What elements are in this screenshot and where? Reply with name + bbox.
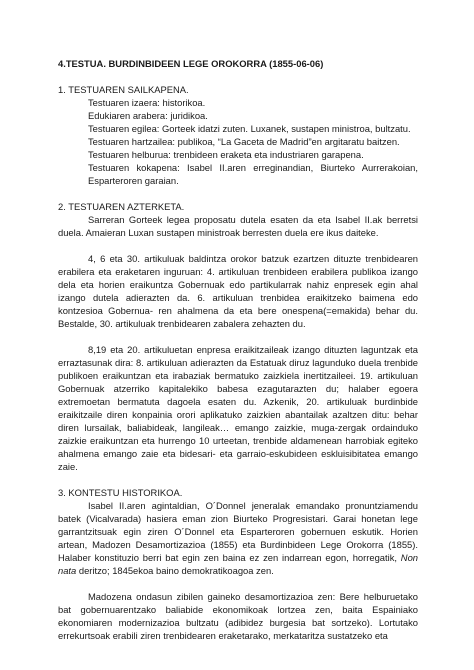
italic-term: Non nata [58, 552, 418, 576]
paragraph [58, 499, 418, 577]
list-item: Testuaren helburua: trenbideen eraketa eta industriaren garapena. [88, 149, 364, 160]
list-item: Testuaren izaera: historikoa. [88, 97, 206, 108]
paragraph: Madozena ondasun zibilen gaineko desamortizazioa zen: Bere helburuetako bat gobernuarentzako baliabide ekonomikoak lortzea zen, baita Espainiako ekonomiaren modernizazioa bultzatu (adibidez burgesia bat sortzeko). Lortutako errekurtsoak erabili ziren trenbidearen eraketarako, merkataritza sustatzeko eta [58, 591, 418, 641]
list-item: Testuaren egilea: Gorteek idatzi zuten. Luxanek, sustapen ministroa, bultzatu. [88, 123, 411, 134]
paragraph: Sarreran Gorteek legea proposatu dutela esaten da eta Isabel II.ak berretsi duela. Amaieran Luxan sustapen ministroak berresten duela ere ikus daiteke. [58, 214, 418, 238]
list-item: Testuaren hartzailea: publikoa, “La Gaceta de Madrid”en argitaratu baitzen. [88, 136, 400, 147]
list-item: Testuaren kokapena: Isabel II.aren erreginandian, Biurteko Aurrerakoian, Esparteroren garaian. [88, 162, 418, 186]
classification-list [58, 96, 418, 187]
section-heading-sailkapena: 1. TESTUAREN SAILKAPENA. [58, 84, 189, 95]
paragraph-text: Isabel II.aren agintaldian, O´Donnel jeneralak emandako pronuntziamendu batek (Vicalvarada) hasiera eman zion Biurteko Progresistari. Garai honetan lege garrantzitsuak egin ziren O´Donnel eta Esparteroren gobernuen eskutik. Horien artean, Madozen Desamortizazioa (1855) eta Burdinbideen Lege Orokorra (1855). Halaber konstituzio berri bat egin zen baina ez zen indarrean egon, horregatik, [58, 500, 418, 563]
section-heading-azterketa: 2. TESTUAREN AZTERKETA. [58, 201, 185, 212]
section-heading-kontestu: 3. KONTESTU HISTORIKOA. [58, 487, 183, 498]
document-title: 4.TESTUA. BURDINBIDEEN LEGE OROKORRA (1855-06-06) [58, 58, 324, 69]
paragraph: 8,19 eta 20. artikuluetan enpresa eraikitzaileak izango dituzten laguntzak eta erraztasunak dira: 8. artikuluan adierazten da Estatuak diruz lagunduko duela trenbide publikoen eraikuntzan eta irabaziak bermatuko zaizkiela inertitzaileei. 19. artikuluan Gobernuak atzerriko kapitalekiko babesa ezagutarazten du; halaber egoera extremoetan bermatuta dagoela esaten du. Azkenik, 20. artikuluak burdinbide eraikitzaile diren konpainia orori aplikatuko zaizkien abantailak azaltzen ditu: behar diren lursailak, baliabideak, langileak… emango zaizkie, muga-zergak ordainduko zaizkie eraikuntzan eta hurrengo 10 urteetan, trenbide aldamenean harrobiak egiteko ahalmena emango zaie eta bidesari- eta garraio-eskubideen eskluisibitatea emango zaie. [58, 344, 418, 472]
list-item: Edukiaren arabera: juridikoa. [88, 110, 208, 121]
paragraph-text: deritzo; 1845ekoa baino demokratikoagoa zen. [76, 565, 274, 576]
paragraph: 4, 6 eta 30. artikuluak baldintza orokor batzuk ezartzen dituzte trenbidearen erabilera eta eraketaren inguruan: 4. artikuluan trenbideen erabilera publikoa izango dela eta horien eraikuntza Gobernuak edo partikularrak nahiz enpresek egin ahal izango dutela adierazten da. 6. artikuluan trenbidea eraikitzeko baimena edo kontzesioa Gobernua- ren ahalmena da eta bere onespena(=emakida) behar du. Bestalde, 30. artikuluak trenbidearen zabalera zehazten du. [58, 253, 418, 329]
